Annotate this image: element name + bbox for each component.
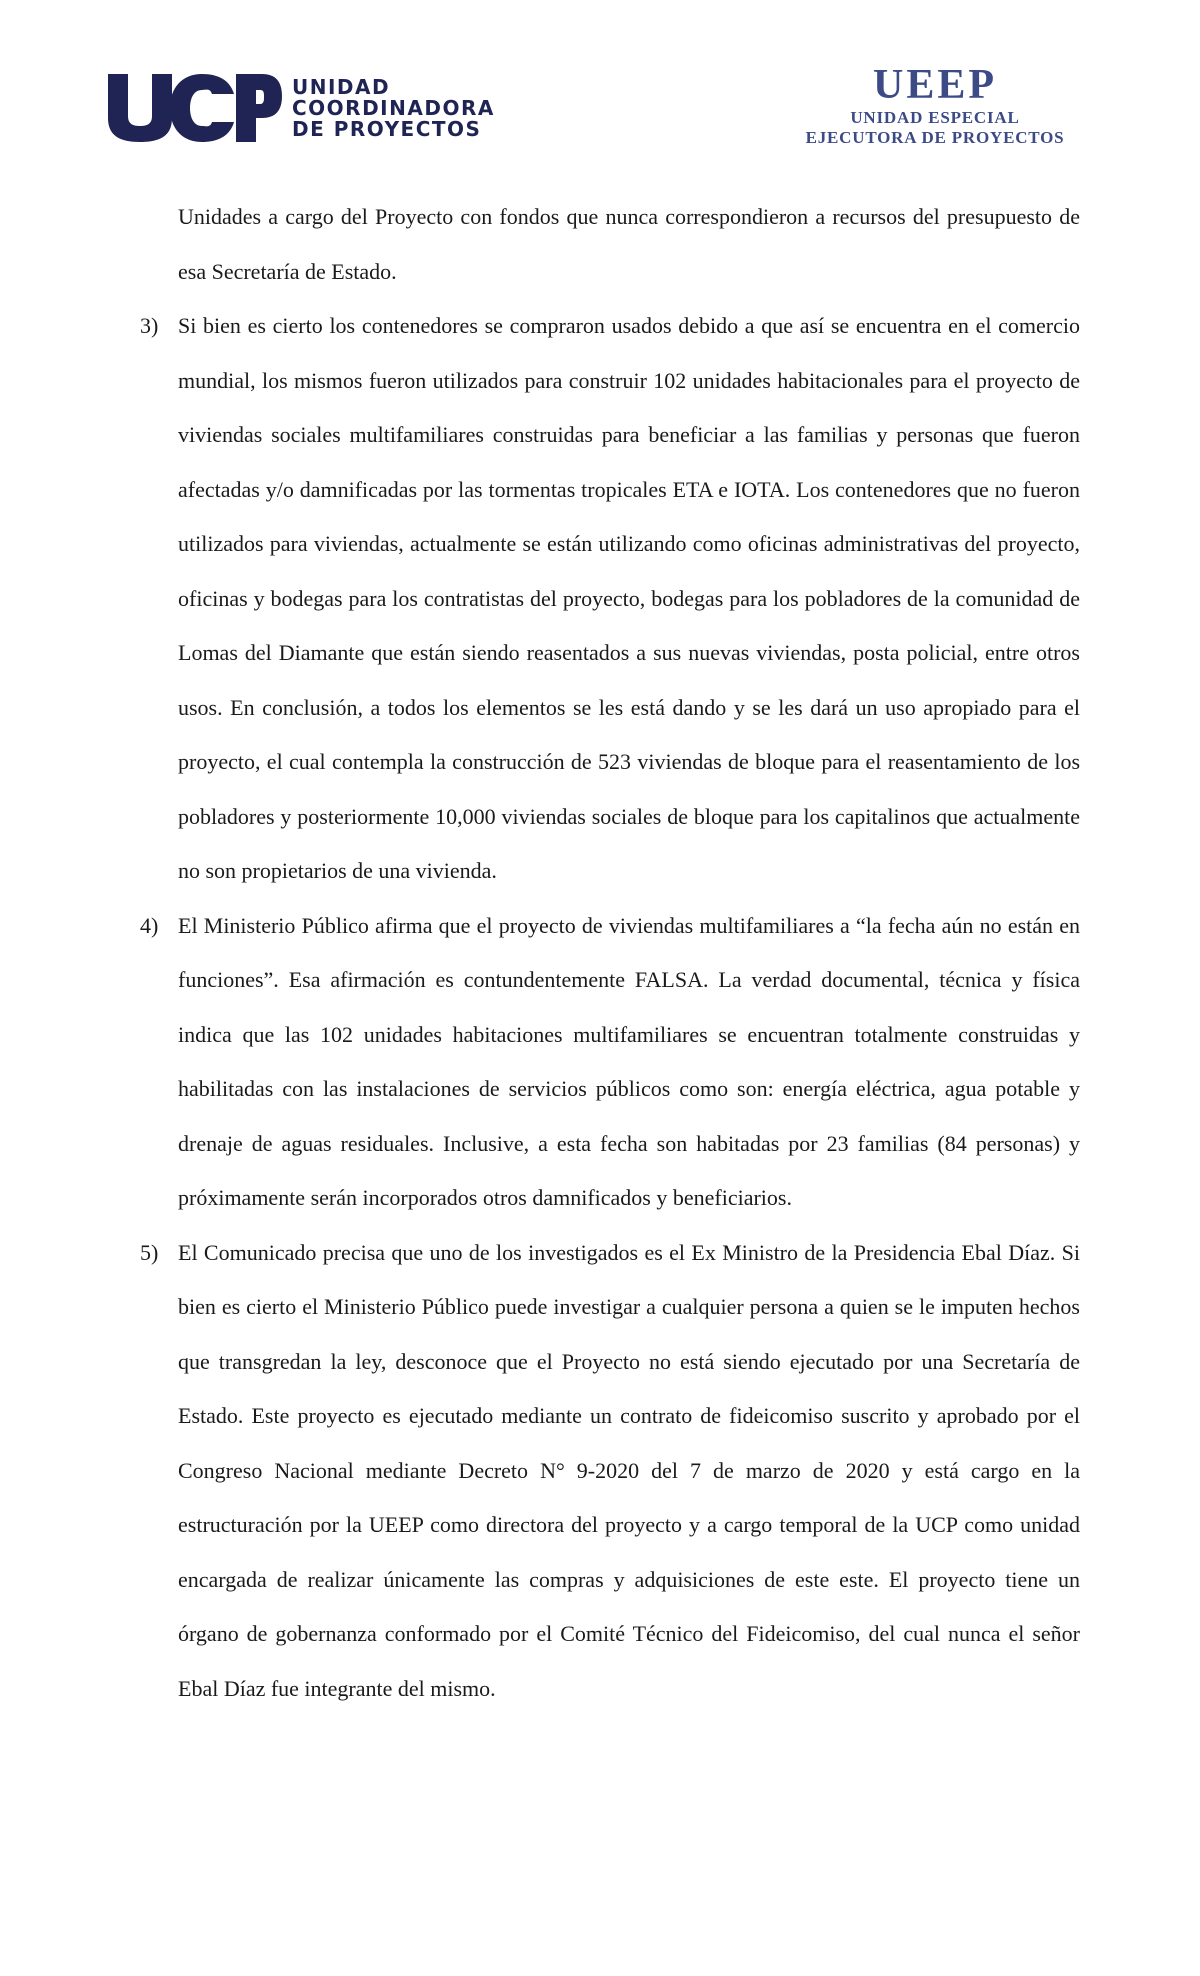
item-text: El Comunicado precisa que uno de los investigados es el Ex Ministro de la Presidencia Ebal Díaz. Si bien es cierto el Ministerio Público puede investigar a cualquier persona a quien se le imputen hechos que transgredan la ley, desconoce que el Proyecto no está siendo ejecutado por una Secretaría de Estado. Este proyecto es ejecutado mediante un contrato de fideicomiso suscrito y aprobado por el Congreso Nacional mediante Decreto N° 9-2020 del 7 de marzo de 2020 y está cargo en la estructuración por la UEEP como directora del proyecto y a cargo temporal de la UCP como unidad encargada de realizar únicamente las compras y adquisiciones de este este. El proyecto tiene un órgano de gobernanza conformado por el Comité Técnico del Fideicomiso, del cual nunca el señor Ebal Díaz fue integrante del mismo. (178, 1239, 1080, 1701)
ucp-logo (106, 72, 495, 144)
item-number: 5) (140, 1239, 159, 1265)
continuation-paragraph: Unidades a cargo del Proyecto con fondos que nunca correspondieron a recursos del presupuesto de esa Secretaría de Estado. (178, 204, 1080, 284)
document-body (140, 190, 1080, 1716)
item-number: 3) (140, 313, 159, 338)
ueep-logo (790, 62, 1080, 148)
list-item-5 (140, 1226, 1080, 1717)
item-text: Si bien es cierto los contenedores se compraron usados debido a que así se encuentra en el comercio mundial, los mismos fueron utilizados para construir 102 unidades habitacionales para el proyecto de viviendas sociales multifamiliares construidas para beneficiar a las familias y personas que fueron afectadas y/o damnificadas por las tormentas tropicales ETA e IOTA. Los contenedores que no fueron utilizados para viviendas, actualmente se están utilizando como oficinas administrativas del proyecto, oficinas y bodegas para los contratistas del proyecto, bodegas para los pobladores de la comunidad de Lomas del Diamante que están siendo reasentados a sus nuevas viviendas, posta policial, entre otros usos. En conclusión, a todos los elementos se les está dando y se les dará un uso apropiado para el proyecto, el cual contempla la construcción de 523 viviendas de bloque para el reasentamiento de los pobladores y posteriormente 10,000 viviendas sociales de bloque para los capitalinos que actualmente no son propietarios de una vivienda. (178, 313, 1080, 883)
list-item-3 (140, 299, 1080, 899)
ucp-logo-text (292, 74, 495, 141)
ucp-line-3: DE PROYECTOS (292, 116, 482, 141)
ucp-line-1: UNIDAD (292, 74, 391, 99)
page-header (0, 0, 1200, 190)
ueep-line-2: EJECUTORA DE PROYECTOS (805, 128, 1065, 147)
item-text: El Ministerio Público afirma que el proyecto de viviendas multifamiliares a “la fecha aún no están en funciones”. Esa afirmación es contundentemente FALSA. La verdad documental, técnica y física indica que las 102 unidades habitaciones multifamiliares se encuentran totalmente construidas y habilitadas con las instalaciones de servicios públicos como son: energía eléctrica, agua potable y drenaje de aguas residuales. Inclusive, a esta fecha son habitadas por 23 familias (84 personas) y próximamente serán incorporados otros damnificados y beneficiarios. (178, 912, 1080, 1210)
list-item-4 (140, 899, 1080, 1226)
item-number: 4) (140, 912, 159, 938)
ucp-line-2: COORDINADORA (292, 95, 495, 120)
ucp-logo-mark (106, 72, 284, 144)
ueep-line-1: UNIDAD ESPECIAL (850, 108, 1020, 127)
ueep-acronym: UEEP (872, 62, 997, 108)
